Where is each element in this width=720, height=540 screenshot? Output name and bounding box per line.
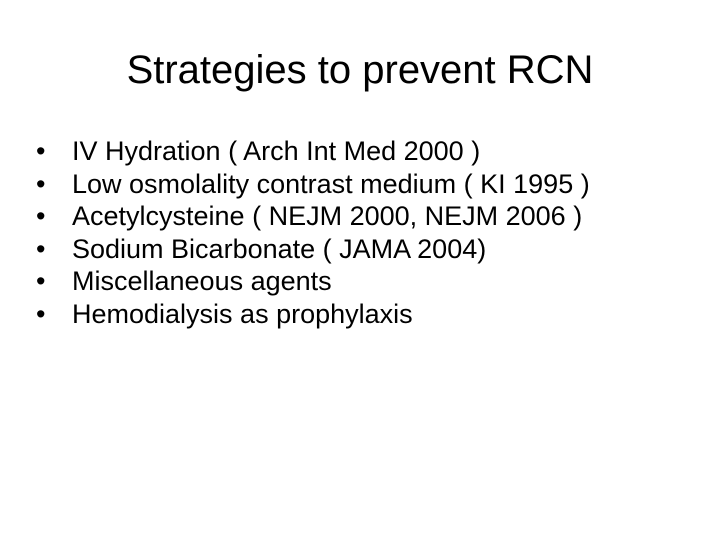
bullet-item	[36, 168, 686, 201]
bullet-icon: •	[36, 201, 46, 231]
bullet-item	[36, 265, 686, 298]
bullet-item	[36, 298, 686, 331]
bullet-icon: •	[36, 266, 46, 296]
bullet-text: Miscellaneous agents	[72, 266, 332, 296]
bullet-list	[36, 135, 686, 330]
bullet-text: IV Hydration ( Arch Int Med 2000 )	[72, 136, 481, 166]
bullet-text: Sodium Bicarbonate ( JAMA 2004)	[72, 233, 487, 264]
bullet-item	[36, 233, 686, 266]
bullet-icon: •	[36, 233, 46, 264]
bullet-icon: •	[36, 168, 46, 199]
bullet-icon: •	[36, 298, 46, 329]
slide-title: Strategies to prevent RCN	[126, 48, 594, 92]
bullet-item	[36, 200, 686, 233]
bullet-text: Low osmolality contrast medium ( KI 1995 )	[72, 168, 590, 199]
bullet-item	[36, 135, 686, 168]
bullet-icon: •	[36, 136, 46, 166]
bullet-text: Acetylcysteine ( NEJM 2000, NEJM 2006 )	[72, 201, 583, 231]
bullet-text: Hemodialysis as prophylaxis	[72, 298, 413, 329]
